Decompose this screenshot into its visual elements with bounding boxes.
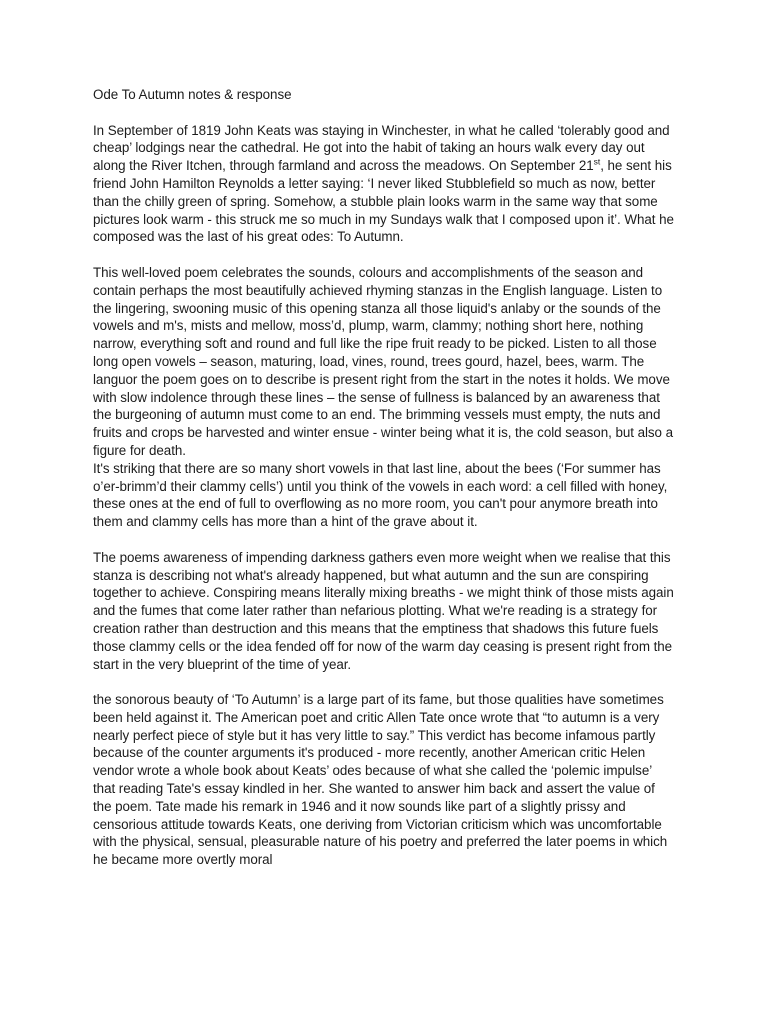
paragraph-keats-winchester [93, 122, 675, 247]
paragraph-short-vowels: It's striking that there are so many short vowels in that last line, about the bees (‘For summer has o’er-brimm’d their clammy cells’) until you think of the vowels in each word: a cell filled with honey, these ones at the end of full to overflowing as no more room, you can't pour anymore breath into them and clammy cells has more than a hint of the grave about it. [93, 460, 668, 530]
paragraph-poem-sounds: This well-loved poem celebrates the sounds, colours and accomplishments of the season and contain perhaps the most beautifully achieved rhyming stanzas in the English language. Listen to the lingering, swooning music of this opening stanza all those liquid's anlaby or the sounds of the vowels and m's, mists and mellow, moss’d, plump, warm, clammy; nothing short here, nothing narrow, everything soft and round and full like the ripe fruit ready to be picked. Listen to all those long open vowels – season, maturing, load, vines, round, trees gourd, hazel, bees, warm. The languor the poem goes on to describe is present right from the start in the notes it holds. We move with slow indolence through these lines – the sense of fullness is balanced by an awareness that the burgeoning of autumn must come to an end. The brimming vessels must empty, the nuts and fruits and crops be harvested and winter ensue - winter being what it is, the cold season, but also a figure for death. [93, 264, 674, 458]
paragraph-impending-darkness: The poems awareness of impending darkness gathers even more weight when we realise that this stanza is describing not what's already happened, but what autumn and the sun are conspiring together to achieve. Conspiring means literally mixing breaths - we might think of those mists again and the fumes that come later rather than nefarious plotting. What we're reading is a strategy for creation rather than destruction and this means that the emptiness that shadows this future fuels those clammy cells or the idea fended off for now of the warm day ceasing is present right from the start in the very blueprint of the time of year. [93, 549, 674, 672]
paragraph-sonorous-beauty: the sonorous beauty of ‘To Autumn’ is a large part of its fame, but those qualities have sometimes been held against it. The American poet and critic Allen Tate once wrote that “to autumn is a very nearly perfect piece of style but it has very little to say.” This verdict has become infamous partly because of the counter arguments it's produced - more recently, another American critic Helen vendor wrote a whole book about Keats’ odes because of what she called the ‘polemic impulse’ that reading Tate's essay kindled in her. She wanted to answer him back and assert the value of the poem. Tate made his remark in 1946 and it now sounds like part of a slightly prissy and censorious attitude towards Keats, one deriving from Victorian criticism which was uncomfortable with the physical, sensual, pleasurable nature of his poetry and preferred the later poems in which he became more overtly moral [93, 692, 668, 868]
ordinal-suffix: st [593, 156, 601, 167]
paragraph-1-text-b: , he sent his friend John Hamilton Reynolds a letter saying: ‘I never liked Stubblefield so much as now, better than the chilly green of spring. Somehow, a stubble plain looks warm in the same way that some pictures look warm - this struck me so much in my Sundays walk that I composed upon it’. What he composed was the last of his great odes: To Autumn. [93, 158, 674, 245]
paragraph-1-text-a: In September of 1819 John Keats was staying in Winchester, in what he called ‘tolerably good and cheap’ lodgings near the cathedral. He got into the habit of taking an hours walk every day out along the River Itchen, through farmland and across the meadows. On September 21 [93, 122, 670, 174]
document-body [93, 86, 675, 869]
document-title: Ode To Autumn notes & response [93, 87, 292, 102]
